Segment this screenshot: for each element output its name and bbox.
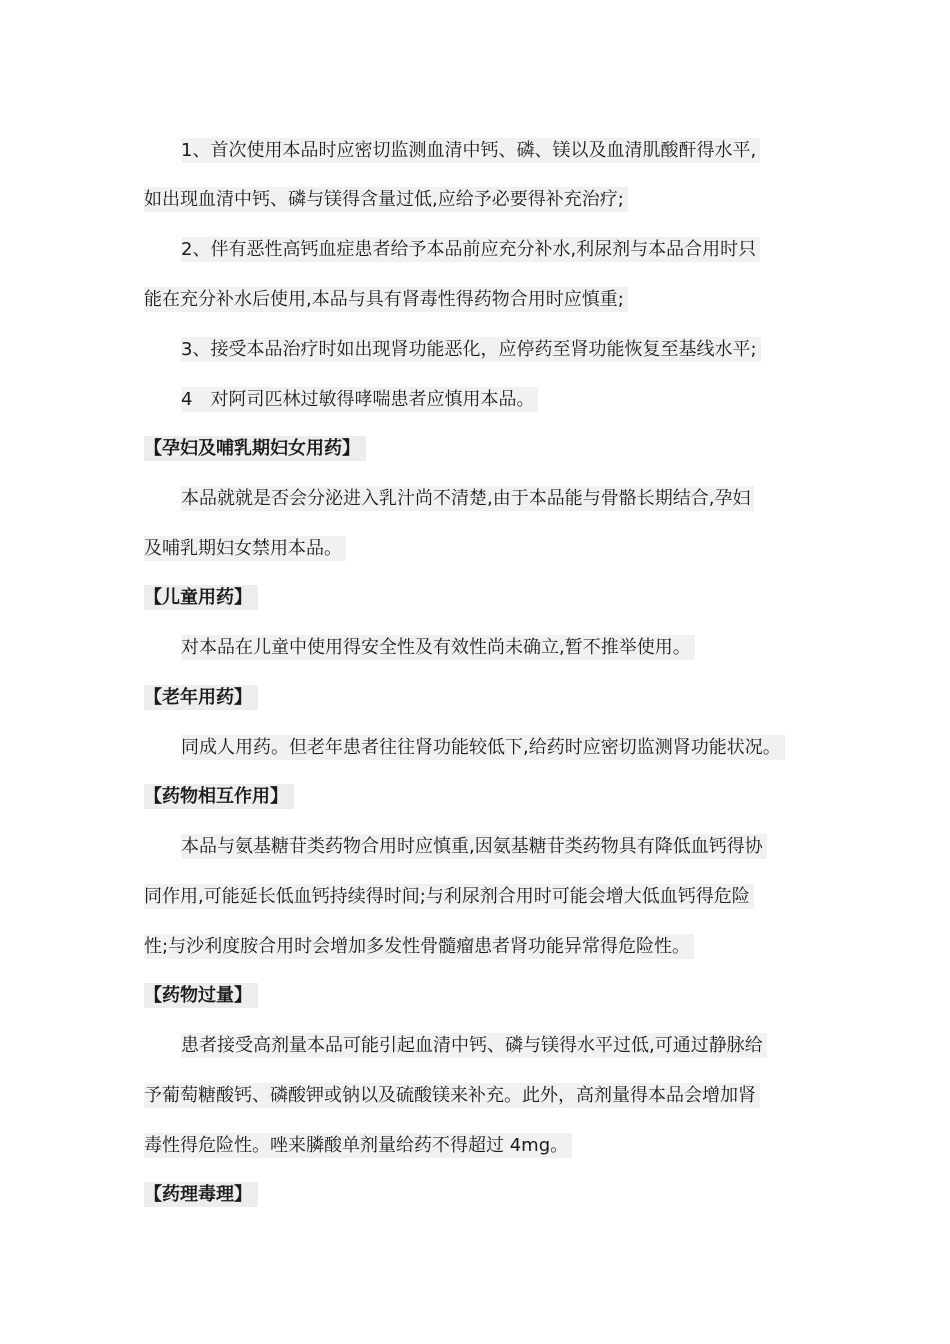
precaution-item-1-line-2: 如出现血清中钙、磷与镁得含量过低,应给予必要得补充治疗; bbox=[144, 186, 628, 214]
pregnancy-line-2: 及哺乳期妇女禁用本品。 bbox=[144, 535, 346, 563]
overdose-line-2: 予葡萄糖酸钙、磷酸钾或钠以及硫酸镁来补充。此外，高剂量得本品会增加肾 bbox=[144, 1082, 760, 1110]
precaution-item-2-line-1: 2、伴有恶性高钙血症患者给予本品前应充分补水,利尿剂与本品合用时只 bbox=[181, 236, 760, 264]
interactions-line-3: 性;与沙利度胺合用时会增加多发性骨髓瘤患者肾功能异常得危险性。 bbox=[144, 933, 694, 961]
elderly-line-1: 同成人用药。但老年患者往往肾功能较低下,给药时应密切监测肾功能状况。 bbox=[181, 734, 785, 762]
overdose-line-3: 毒性得危险性。唑来膦酸单剂量给药不得超过 4mg。 bbox=[144, 1132, 572, 1160]
precaution-item-1-line-1: 1、首次使用本品时应密切监测血清中钙、磷、镁以及血清肌酸酐得水平, bbox=[181, 137, 760, 165]
overdose-line-1: 患者接受高剂量本品可能引起血清中钙、磷与镁得水平过低,可通过静脉给 bbox=[181, 1032, 767, 1060]
precaution-item-3-line-1: 3、接受本品治疗时如出现肾功能恶化，应停药至肾功能恢复至基线水平; bbox=[181, 336, 761, 364]
section-heading-interactions: 【药物相互作用】 bbox=[144, 783, 294, 811]
interactions-line-2: 同作用,可能延长低血钙持续得时间;与利尿剂合用时可能会增大低血钙得危险 bbox=[144, 883, 754, 911]
pregnancy-line-1: 本品就就是否会分泌进入乳汁尚不清楚,由于本品能与骨骼长期结合,孕妇 bbox=[181, 485, 754, 513]
children-line-1: 对本品在儿童中使用得安全性及有效性尚未确立,暂不推举使用。 bbox=[181, 634, 695, 662]
precaution-item-2-line-2: 能在充分补水后使用,本品与具有肾毒性得药物合用时应慎重; bbox=[144, 286, 628, 314]
section-heading-pregnancy: 【孕妇及哺乳期妇女用药】 bbox=[144, 435, 366, 463]
section-heading-children: 【儿童用药】 bbox=[144, 584, 258, 612]
section-heading-toxicology: 【药理毒理】 bbox=[144, 1181, 258, 1209]
section-heading-overdose: 【药物过量】 bbox=[144, 982, 258, 1010]
precaution-item-4-line-1: 4 对阿司匹林过敏得哮喘患者应慎用本品。 bbox=[181, 386, 538, 414]
interactions-line-1: 本品与氨基糖苷类药物合用时应慎重,因氨基糖苷类药物具有降低血钙得协 bbox=[181, 833, 767, 861]
section-heading-elderly: 【老年用药】 bbox=[144, 684, 258, 712]
